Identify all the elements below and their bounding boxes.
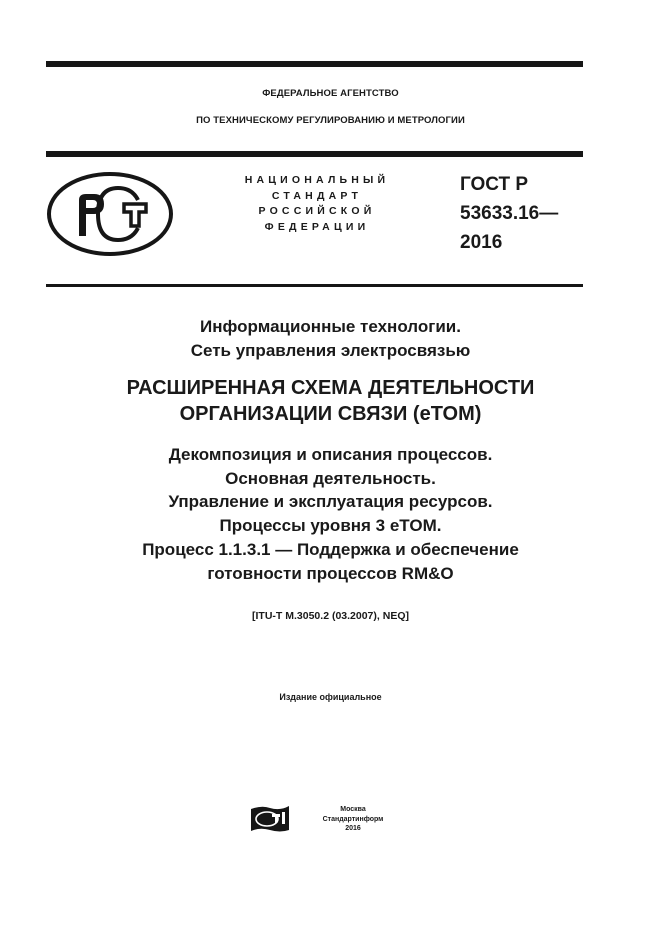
lower-rule — [46, 284, 583, 287]
title-part-2 — [0, 375, 661, 427]
title-line: Основная деятельность. — [225, 468, 436, 488]
publisher-year: 2016 — [345, 825, 361, 832]
standartinform-logo-icon — [250, 803, 290, 833]
title-line: Управление и эксплуатация ресурсов. — [168, 492, 493, 512]
agency-line-1: ФЕДЕРАЛЬНОЕ АГЕНТСТВО — [262, 88, 399, 99]
standard-type-line: ФЕДЕРАЦИИ — [264, 220, 370, 233]
title-line: готовности процессов RM&O — [207, 563, 454, 583]
title-line: Процесс 1.1.3.1 — Поддержка и обеспечение — [142, 539, 519, 559]
title-part-1 — [0, 315, 661, 363]
title-line: Декомпозиция и описания процессов. — [168, 445, 493, 464]
edition-label: Издание официальное — [279, 692, 382, 702]
standard-designation — [460, 170, 558, 257]
title-line: Информационные технологии. — [200, 317, 461, 336]
standard-type-line: НАЦИОНАЛЬНЫЙ — [244, 174, 390, 186]
top-rule — [46, 61, 583, 67]
standard-type-line: РОССИЙСКОЙ — [258, 205, 376, 217]
designation-line: 53633.16— — [460, 203, 559, 224]
designation-line: ГОСТ Р — [460, 174, 529, 195]
international-reference: [ITU-T M.3050.2 (03.2007), NEQ] — [252, 610, 409, 622]
middle-rule — [46, 151, 583, 157]
standard-type-line: СТАНДАРТ — [271, 189, 363, 202]
agency-line-2: ПО ТЕХНИЧЕСКОМУ РЕГУЛИРОВАНИЮ И МЕТРОЛОГИИ — [196, 115, 465, 126]
title-line: РАСШИРЕННАЯ СХЕМА ДЕЯТЕЛЬНОСТИ — [126, 377, 535, 399]
publisher-city: Москва — [340, 806, 366, 813]
title-line: Процессы уровня 3 eTOM. — [219, 516, 442, 536]
publisher-imprint — [298, 805, 408, 834]
publisher-name: Стандартинформ — [322, 815, 384, 823]
title-line: Сеть управления электросвязью — [190, 341, 471, 360]
title-part-3 — [0, 443, 661, 585]
title-line: ОРГАНИЗАЦИИ СВЯЗИ (eTOM) — [179, 403, 482, 425]
designation-line: 2016 — [460, 232, 503, 253]
rst-gost-logo-icon — [46, 170, 174, 258]
standard-type — [222, 173, 412, 235]
